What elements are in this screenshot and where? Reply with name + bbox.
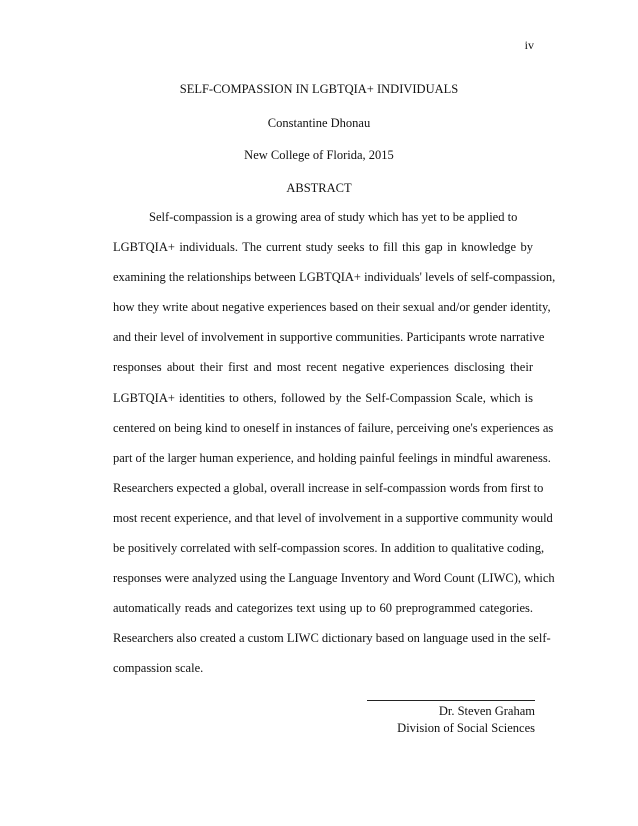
document-title: SELF-COMPASSION IN LGBTQIA+ INDIVIDUALS: [179, 82, 459, 96]
abstract-line: responses were analyzed using the Language Inventory and Word Count (LIWC), which: [113, 571, 555, 586]
abstract-line: how they write about negative experiences based on their sexual and/or gender identity,: [113, 300, 551, 315]
abstract-line: responses about their first and most recent negative experiences disclosing their: [113, 360, 533, 375]
abstract-line: examining the relationships between LGBTQIA+ individuals' levels of self-compassion,: [113, 270, 556, 285]
abstract-line: and their level of involvement in supportive communities. Participants wrote narrative: [113, 330, 545, 345]
abstract-line: automatically reads and categorizes text using up to 60 preprogrammed categories.: [113, 601, 533, 616]
abstract-line: LGBTQIA+ individuals. The current study seeks to fill this gap in knowledge by: [113, 240, 533, 255]
abstract-line: most recent experience, and that level of involvement in a supportive community would: [113, 510, 553, 525]
abstract-line: centered on being kind to oneself in instances of failure, perceiving one's experiences as: [113, 420, 554, 435]
page-number: iv: [524, 38, 534, 52]
abstract-line: Researchers also created a custom LIWC dictionary based on language used in the self-: [113, 631, 551, 646]
abstract-heading: ABSTRACT: [286, 181, 352, 195]
signature-line: [367, 700, 535, 701]
abstract-line: Self-compassion is a growing area of study which has yet to be applied to: [149, 210, 518, 224]
institution-line: New College of Florida, 2015: [244, 148, 394, 162]
division-name: Division of Social Sciences: [397, 721, 535, 735]
abstract-line: LGBTQIA+ identities to others, followed by the Self-Compassion Scale, which is: [113, 390, 533, 405]
abstract-line: be positively correlated with self-compassion scores. In addition to qualitative coding,: [113, 541, 545, 556]
abstract-line: part of the larger human experience, and holding painful feelings in mindful awareness.: [113, 450, 551, 465]
author-name: Constantine Dhonau: [267, 116, 371, 130]
abstract-line: compassion scale.: [113, 661, 204, 676]
abstract-line: Researchers expected a global, overall increase in self-compassion words from first to: [113, 480, 544, 495]
advisor-name: Dr. Steven Graham: [438, 704, 535, 718]
abstract-body: [113, 202, 556, 684]
signature-block: [365, 700, 535, 737]
